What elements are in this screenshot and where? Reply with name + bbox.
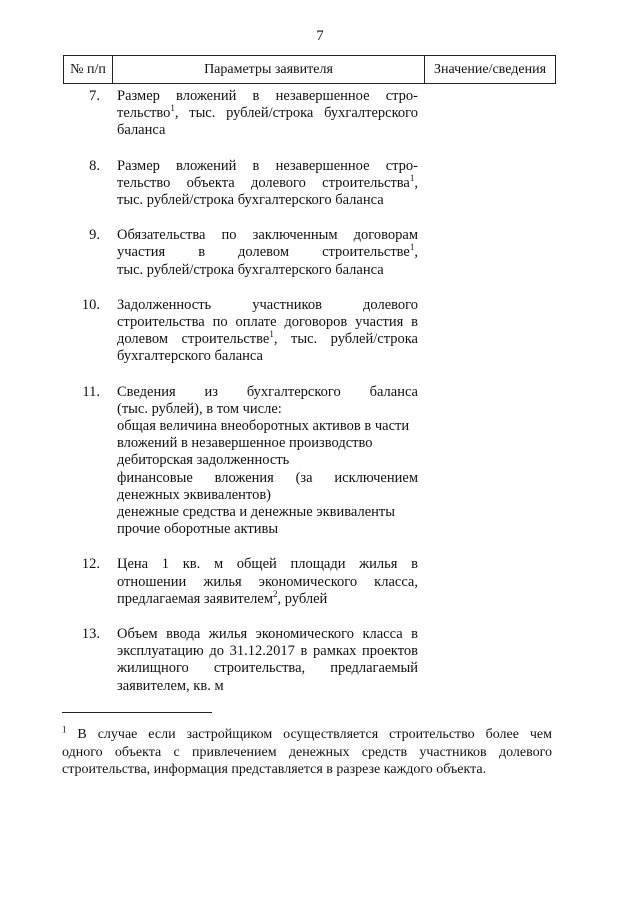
parameter-text-line: Задолженность участников долевого	[117, 296, 418, 313]
parameter-text-line: бухгалтерского баланса	[117, 348, 263, 365]
parameter-text-line: жилищного строительства, предлагаемый	[117, 660, 418, 677]
parameter-text-line: тыс. рублей/строка бухгалтерского баланса	[117, 261, 384, 278]
parameter-text-line: денежные средства и денежные эквиваленты	[117, 504, 395, 521]
parameter-text-line: предлагаемая заявителем$^2$, рублей	[117, 589, 328, 607]
parameter-row	[0, 384, 640, 539]
parameter-row	[0, 88, 640, 140]
parameter-row	[0, 297, 640, 366]
parameters-table-header	[63, 55, 556, 84]
parameter-row-text	[117, 227, 418, 279]
parameter-text-line: (тыс. рублей), в том числе:	[117, 400, 282, 417]
parameter-row-number: 7.	[89, 88, 100, 104]
footnote-line: $^1$ В случае если застройщиком осуществляется строительство более чем	[62, 724, 552, 742]
parameter-row-number: 12.	[81, 556, 100, 573]
parameter-text-line: долевом строительстве$^1$, тыс. рублей/строка	[117, 329, 418, 348]
parameter-text-line: вложений в незавершенное производство	[117, 435, 373, 452]
parameter-text-line: Сведения из бухгалтерского баланса	[117, 383, 418, 400]
parameter-text-line: баланса	[117, 122, 166, 139]
parameter-text-line: Цена 1 кв. м общей площади жилья в	[117, 556, 418, 573]
footnote-reference: 2	[273, 589, 278, 600]
parameter-text-line: Объем ввода жилья экономического класса в	[117, 626, 418, 643]
column-header-number: № п/п	[64, 56, 113, 84]
parameter-row-text	[117, 384, 418, 539]
parameter-row-text	[117, 556, 418, 608]
parameter-row-number: 9.	[89, 227, 100, 244]
parameter-row-text	[117, 88, 418, 140]
parameters-list	[0, 88, 640, 713]
parameter-text-line: денежных эквивалентов)	[117, 486, 271, 503]
parameter-text-line: строительства по оплате договоров участия в	[117, 314, 418, 331]
parameter-row-text	[117, 158, 418, 210]
parameter-text-line: участия в долевом строительстве$^1$,	[117, 242, 418, 261]
parameter-text-line: заявителем, кв. м	[117, 677, 224, 694]
footnote	[62, 726, 552, 779]
parameter-text-line: прочие оборотные активы	[117, 521, 279, 538]
footnote-reference: 1	[409, 172, 415, 183]
parameter-row	[0, 227, 640, 279]
parameter-row-text	[117, 297, 418, 366]
parameter-row-number: 13.	[81, 626, 100, 643]
parameter-text-line: тыс. рублей/строка бухгалтерского баланса	[117, 192, 384, 209]
parameter-text-line: Обязательства по заключенным договорам	[117, 227, 418, 244]
footnote-line: одного объекта с привлечением денежных средств участников долевого	[62, 744, 552, 760]
footnote-separator	[62, 712, 212, 713]
column-header-parameters: Параметры заявителя	[113, 56, 425, 84]
parameter-text-line: эксплуатацию до 31.12.2017 в рамках проектов	[117, 643, 418, 660]
parameter-row-number: 10.	[81, 296, 100, 313]
parameter-text-line: дебиторская задолженность	[117, 452, 290, 469]
footnote-reference: 1	[269, 329, 274, 340]
footnote-reference: 1	[409, 242, 415, 253]
parameter-row	[0, 626, 640, 695]
parameter-text-line: финансовые вложения (за исключением	[117, 469, 418, 486]
page-number: 7	[316, 28, 324, 44]
footnote-line: строительства, информация представляется в разрезе каждого объекта.	[62, 762, 487, 777]
footnote-mark: 1	[62, 724, 67, 735]
parameter-text-line: общая величина внеоборотных активов в части	[117, 418, 410, 435]
parameter-row	[0, 158, 640, 210]
parameter-row-number: 11.	[82, 383, 100, 400]
footnote-reference: 1	[170, 103, 175, 114]
parameter-row	[0, 556, 640, 608]
parameter-text-line: Размер вложений в незавершенное стро-	[117, 88, 418, 104]
parameter-row-number: 8.	[89, 157, 100, 174]
parameter-row-text	[117, 626, 418, 695]
parameter-text-line: тельство$^1$, тыс. рублей/строка бухгалтерского	[117, 103, 418, 122]
parameter-text-line: тельство объекта долевого строительства$^1$,	[117, 172, 418, 191]
column-header-value: Значение/сведения	[425, 56, 556, 84]
parameter-text-line: Размер вложений в незавершенное стро-	[117, 157, 418, 174]
parameter-text-line: отношении жилья экономического класса,	[117, 573, 418, 590]
